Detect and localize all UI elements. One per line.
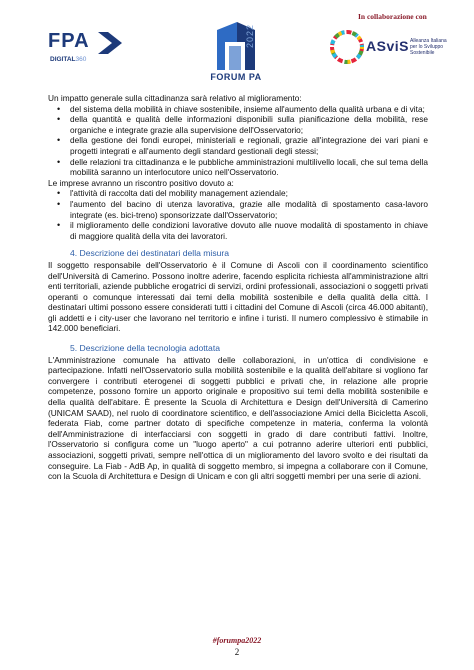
forum-pa-mark-icon	[207, 20, 265, 72]
page-header	[0, 0, 474, 90]
fpa-logo-subtitle	[50, 56, 86, 63]
impact-intro: Un impatto generale sulla cittadinanza sarà relativo al miglioramento:	[48, 93, 302, 103]
document-body	[48, 93, 428, 482]
section-5-paragraph: L'Amministrazione comunale ha attivato delle collaborazioni, in un'ottica di condivisione e partecipazione. Infatti nell'Osservatorio sulla mobilità sostenibile e la qualità dell'abitare si vogliono far convergere i contributi eterogenei di soggetti pubblici e privati che, in relazione alle proprie competenze, possono fornire un apporto originale e propositivo sui temi della mobilità sostenibile e della qualità dell'abitare. È presente la Scuola di Architettura e Design dell'Università di Camerino (UNICAM SAAD), nel ruolo di coordinatore scientifico, e dell'associazione Amici della Bicicletta Ascoli, federata Fiab, come partner dotato di specifiche competenze in materia, conferma la volontà dell'Amministrazione di interfacciarsi con soggetti in grado di dare contributi fattivi. Inoltre, l'Osservatorio si configura come un "luogo aperto" a cui potranno aderire ulteriori enti pubblici, associazioni, soggetti privati, sempre nell'ottica di un miglioramento del lavoro svolto e dei risultati da conseguire. La Fiab - AdB Ap, in qualità di soggetto membro, si impegna a collaborare con il Comune, con la Scuola di Architettura e Design di Unicam e con gli altri soggetti membri per una serie di azioni.	[48, 354, 428, 482]
fpa-digital360-logo	[48, 30, 128, 72]
impact-item: • della quantità e qualità delle informazioni disponibili sulla pianificazione della mobilità, rese organiche e integrate grazie alla supervisione dell'Osservatorio;	[48, 114, 428, 135]
forum-label: FORUM PA	[210, 72, 262, 82]
impact-item: • del sistema della mobilità in chiave sostenibile, insieme all'aumento della qualità urbana e di vita;	[48, 104, 428, 115]
asvis-logo	[330, 22, 450, 72]
section-4-paragraph: Il soggetto responsabile dell'Osservatorio è il Comune di Ascoli con il coordinamento scientifico dell'Università di Camerino. Possono inoltre aderire, facendo esplicita richiesta all'amministrazione altri enti territoriali, aziende pubbliche erogatrici di servizi, ordini professionali, associazioni o soggetti privati operanti o comunque interessati dai temi della mobilità sostenibile e della qualità della città. I destinatari ultimi possono essere considerati tutti i cittadini del Comune di Ascoli (circa 46.000 abitanti), gli addetti e i city-user che lavorano nel territorio e infine i turisti. Il numero complessivo è stimabile in 142.000 beneficiari.	[48, 259, 428, 334]
business-item: • l'attività di raccolta dati del mobility management aziendale;	[48, 188, 428, 199]
impact-list	[48, 104, 428, 178]
footer-hashtag: #forumpa2022	[212, 636, 262, 645]
fpa-sub-digital: DIGITAL	[50, 56, 76, 63]
business-item: • il miglioramento delle condizioni lavorative dovuto alle nuove modalità di spostamento in chiave di maggiore qualità della vita dei lavoratori.	[48, 220, 428, 241]
fpa-sub-number: 360	[75, 56, 87, 63]
collaboration-label: In collaborazione con	[358, 12, 427, 21]
forum-pa-logo	[207, 20, 265, 88]
impact-item: • della gestione dei fondi europei, ministeriali e regionali, grazie all'integrazione dei vari piani e progetti integrati e all'aumento degli standard gestionali degli stessi;	[48, 135, 428, 156]
section-5-heading: 5. Descrizione della tecnologia adottata	[70, 343, 221, 354]
forum-year: 2022	[245, 24, 255, 49]
section-4-heading: 4. Descrizione dei destinatari della misura	[70, 248, 230, 259]
page-number: 2	[234, 647, 240, 657]
fpa-arrow-icon	[98, 32, 122, 54]
business-intro: Le imprese avranno un riscontro positivo dovuto a:	[48, 177, 234, 188]
asvis-wordmark: ASviS	[366, 38, 409, 54]
business-list	[48, 188, 428, 241]
impact-item: • delle relazioni tra cittadinanza e le pubbliche amministrazioni multilivello locali, che sul tema della mobilità saranno un interlocutore unico nell'Osservatorio.	[48, 157, 428, 178]
asvis-wheel-icon	[330, 30, 364, 64]
fpa-logo-text: FPA	[48, 30, 90, 52]
asvis-description: Alleanza Italiana per lo Sviluppo Sostenibile	[410, 38, 447, 56]
business-item: • l'aumento del bacino di utenza lavorativa, grazie alle modalità di spostamento casa-lavoro integrate (es. bici-treno) sponsorizzate dall'Osservatorio;	[48, 199, 428, 220]
